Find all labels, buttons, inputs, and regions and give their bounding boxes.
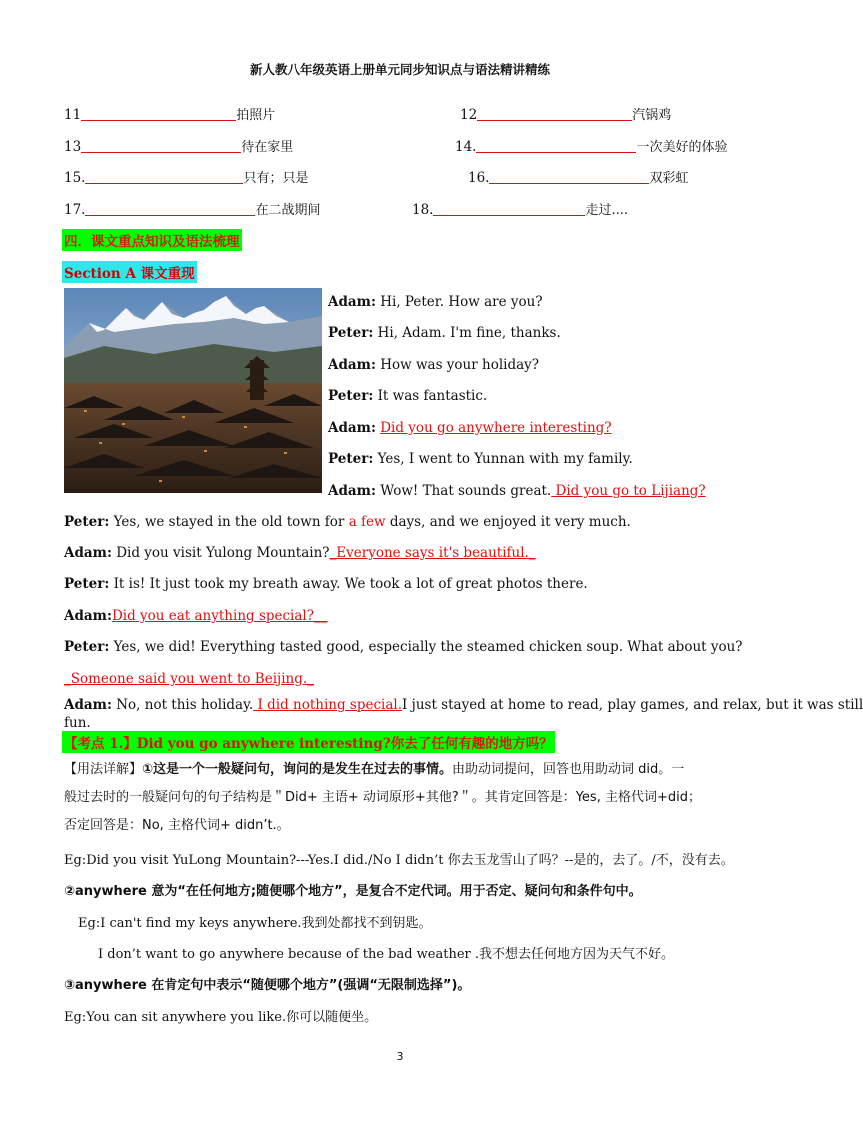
answer-text: Did you go anywhere interesting? — [380, 420, 612, 436]
vocab-item-11 — [64, 104, 275, 123]
speaker-name: Adam: — [328, 483, 376, 499]
vocab-item-17 — [64, 199, 321, 218]
answer-blank[interactable] — [476, 138, 636, 153]
dialogue-text: It is! It just took my breath away. We took a lot of great photos there. — [109, 576, 588, 592]
vocab-meaning: 只有；只是 — [243, 171, 309, 186]
dialogue-text: Yes, we stayed in the old town for — [109, 514, 349, 530]
vocab-item-15 — [64, 167, 309, 186]
dialogue-text: Did you visit Yulong Mountain? — [111, 545, 330, 561]
dialogue-text: Hi, Peter. How are you? — [375, 294, 543, 310]
dialogue-line-6 — [328, 451, 633, 467]
usage-line-2: 般过去时的一般疑问句的句子结构是＂Did+ 主语+ 动词原形+其他?＂。其肯定回答是：Yes, 主格代词+did； — [64, 790, 701, 805]
key-point-heading: 【考点 1.】Did you go anywhere interesting?你去了任何有趣的地方吗？ — [62, 731, 555, 753]
dialogue-line-9 — [64, 545, 536, 561]
dialogue-line-3 — [328, 357, 539, 373]
point-3: ③anywhere 在肯定句中表示“随便哪个地方”(强调“无限制选择”)。 — [64, 978, 471, 993]
usage-paragraph — [64, 756, 744, 840]
dialogue-text: fun. — [64, 715, 91, 731]
section-a-heading: Section A 课文重现 — [62, 261, 197, 283]
vocab-number: 18. — [412, 202, 434, 218]
answer-blank[interactable] — [81, 106, 236, 121]
dialogue-text: I just stayed at home to read, play games, and relax, but it was still — [402, 697, 863, 713]
dialogue-line-12 — [64, 639, 743, 655]
dialogue-text: Yes, I went to Yunnan with my family. — [373, 451, 633, 467]
usage-prefix: 【用法详解】 — [64, 762, 143, 777]
vocab-meaning: 双彩虹 — [649, 171, 689, 186]
vocab-meaning: 走过.... — [585, 203, 629, 218]
speaker-name: Peter: — [64, 514, 110, 530]
dialogue-text: It was fantastic. — [373, 388, 488, 404]
vocab-item-14 — [455, 136, 728, 155]
speaker-name: Peter: — [328, 451, 374, 467]
lijiang-photo — [64, 288, 322, 493]
dialogue-line-14 — [64, 697, 863, 713]
vocab-number: 13 — [64, 139, 82, 155]
vocab-number: 15. — [64, 170, 86, 186]
usage-line-3: 否定回答是：No, 主格代词+ didn’t.。 — [64, 818, 290, 833]
dialogue-line-4 — [328, 388, 487, 404]
vocab-item-12 — [460, 104, 671, 123]
page-header: 新人教八年级英语上册单元同步知识点与语法精讲精练 — [249, 62, 550, 77]
speaker-name: Peter: — [64, 576, 110, 592]
answer-blank[interactable] — [85, 169, 243, 184]
dialogue-line-11 — [64, 608, 327, 624]
point-2: ②anywhere 意为“在任何地方;随便哪个地方”，是复合不定代词。用于否定、疑问句和条件句中。 — [64, 884, 642, 899]
answer-blank[interactable] — [477, 106, 632, 121]
vocab-meaning: 待在家里 — [241, 140, 294, 155]
usage-bold-point: ①这是一个一般疑问句，询问的是发生在过去的事情。 — [142, 762, 453, 777]
example-2: Eg:I can't find my keys anywhere.我到处都找不到钥匙。 — [78, 916, 432, 931]
vocab-meaning: 在二战期间 — [255, 203, 321, 218]
dialogue-line-8 — [64, 514, 631, 530]
example-4: Eg:You can sit anywhere you like.你可以随便坐。 — [64, 1010, 378, 1025]
dialogue-text: How was your holiday? — [375, 357, 540, 373]
usage-line-1 — [64, 756, 744, 784]
speaker-name: Adam: — [328, 420, 376, 436]
speaker-name: Adam: — [64, 697, 112, 713]
vocab-item-16 — [468, 167, 689, 186]
dialogue-text: Hi, Adam. I'm fine, thanks. — [373, 325, 561, 341]
vocab-item-18 — [412, 199, 628, 218]
vocab-number: 12 — [460, 107, 478, 123]
example-1: Eg:Did you visit YuLong Mountain?---Yes.I did./No I didn’t 你去玉龙雪山了吗？--是的，去了。/不，没有去。 — [64, 853, 734, 868]
vocab-number: 14. — [455, 139, 477, 155]
answer-blank[interactable] — [85, 201, 255, 216]
answer-text: _Everyone says it's beautiful._ — [329, 545, 536, 561]
dialogue-line-7 — [328, 483, 706, 499]
answer-text: Did you eat anything special?__ — [111, 608, 328, 624]
dialogue-line-5 — [328, 420, 612, 436]
dialogue-line-1 — [328, 294, 543, 310]
answer-text: a few — [348, 514, 386, 530]
vocab-number: 11 — [64, 107, 82, 123]
speaker-name: Adam: — [328, 357, 376, 373]
vocab-item-13 — [64, 136, 293, 155]
dialogue-text: Wow! That sounds great. — [375, 483, 552, 499]
vocab-meaning: 汽锅鸡 — [632, 108, 672, 123]
vocab-number: 16. — [468, 170, 490, 186]
speaker-name: Peter: — [64, 639, 110, 655]
vocab-number: 17. — [64, 202, 86, 218]
speaker-name: Adam: — [328, 294, 376, 310]
answer-text: Did you go to Lijiang? — [551, 483, 706, 499]
vocab-meaning: 一次美好的体验 — [636, 140, 728, 155]
speaker-name: Peter: — [328, 388, 374, 404]
dialogue-text: Yes, we did! Everything tasted good, especially the steamed chicken soup. What about you? — [109, 639, 743, 655]
speaker-name: Peter: — [328, 325, 374, 341]
speaker-name: Adam: — [64, 545, 112, 561]
example-3: I don’t want to go anywhere because of the bad weather .我不想去任何地方因为天气不好。 — [98, 947, 675, 962]
answer-blank[interactable] — [81, 138, 241, 153]
section-four-heading: 四．课文重点知识及语法梳理 — [62, 229, 242, 251]
lijiang-illustration — [64, 288, 322, 493]
page-number: 3 — [396, 1050, 404, 1063]
speaker-name: Adam: — [64, 608, 112, 624]
answer-blank[interactable] — [433, 201, 585, 216]
dialogue-line-13 — [64, 671, 314, 687]
vocab-meaning: 拍照片 — [236, 108, 276, 123]
answer-text: _Someone said you went to Beijing._ — [64, 671, 314, 687]
dialogue-line-10 — [64, 576, 588, 592]
dialogue-line-14-cont — [64, 715, 91, 731]
answer-blank[interactable] — [489, 169, 649, 184]
answer-text: I did nothing special. — [253, 697, 403, 713]
usage-text: 由助动词提问，回答也用助动词 did。一 — [452, 762, 685, 777]
dialogue-text: No, not this holiday. — [111, 697, 254, 713]
dialogue-line-2 — [328, 325, 561, 341]
dialogue-text: days, and we enjoyed it very much. — [385, 514, 631, 530]
